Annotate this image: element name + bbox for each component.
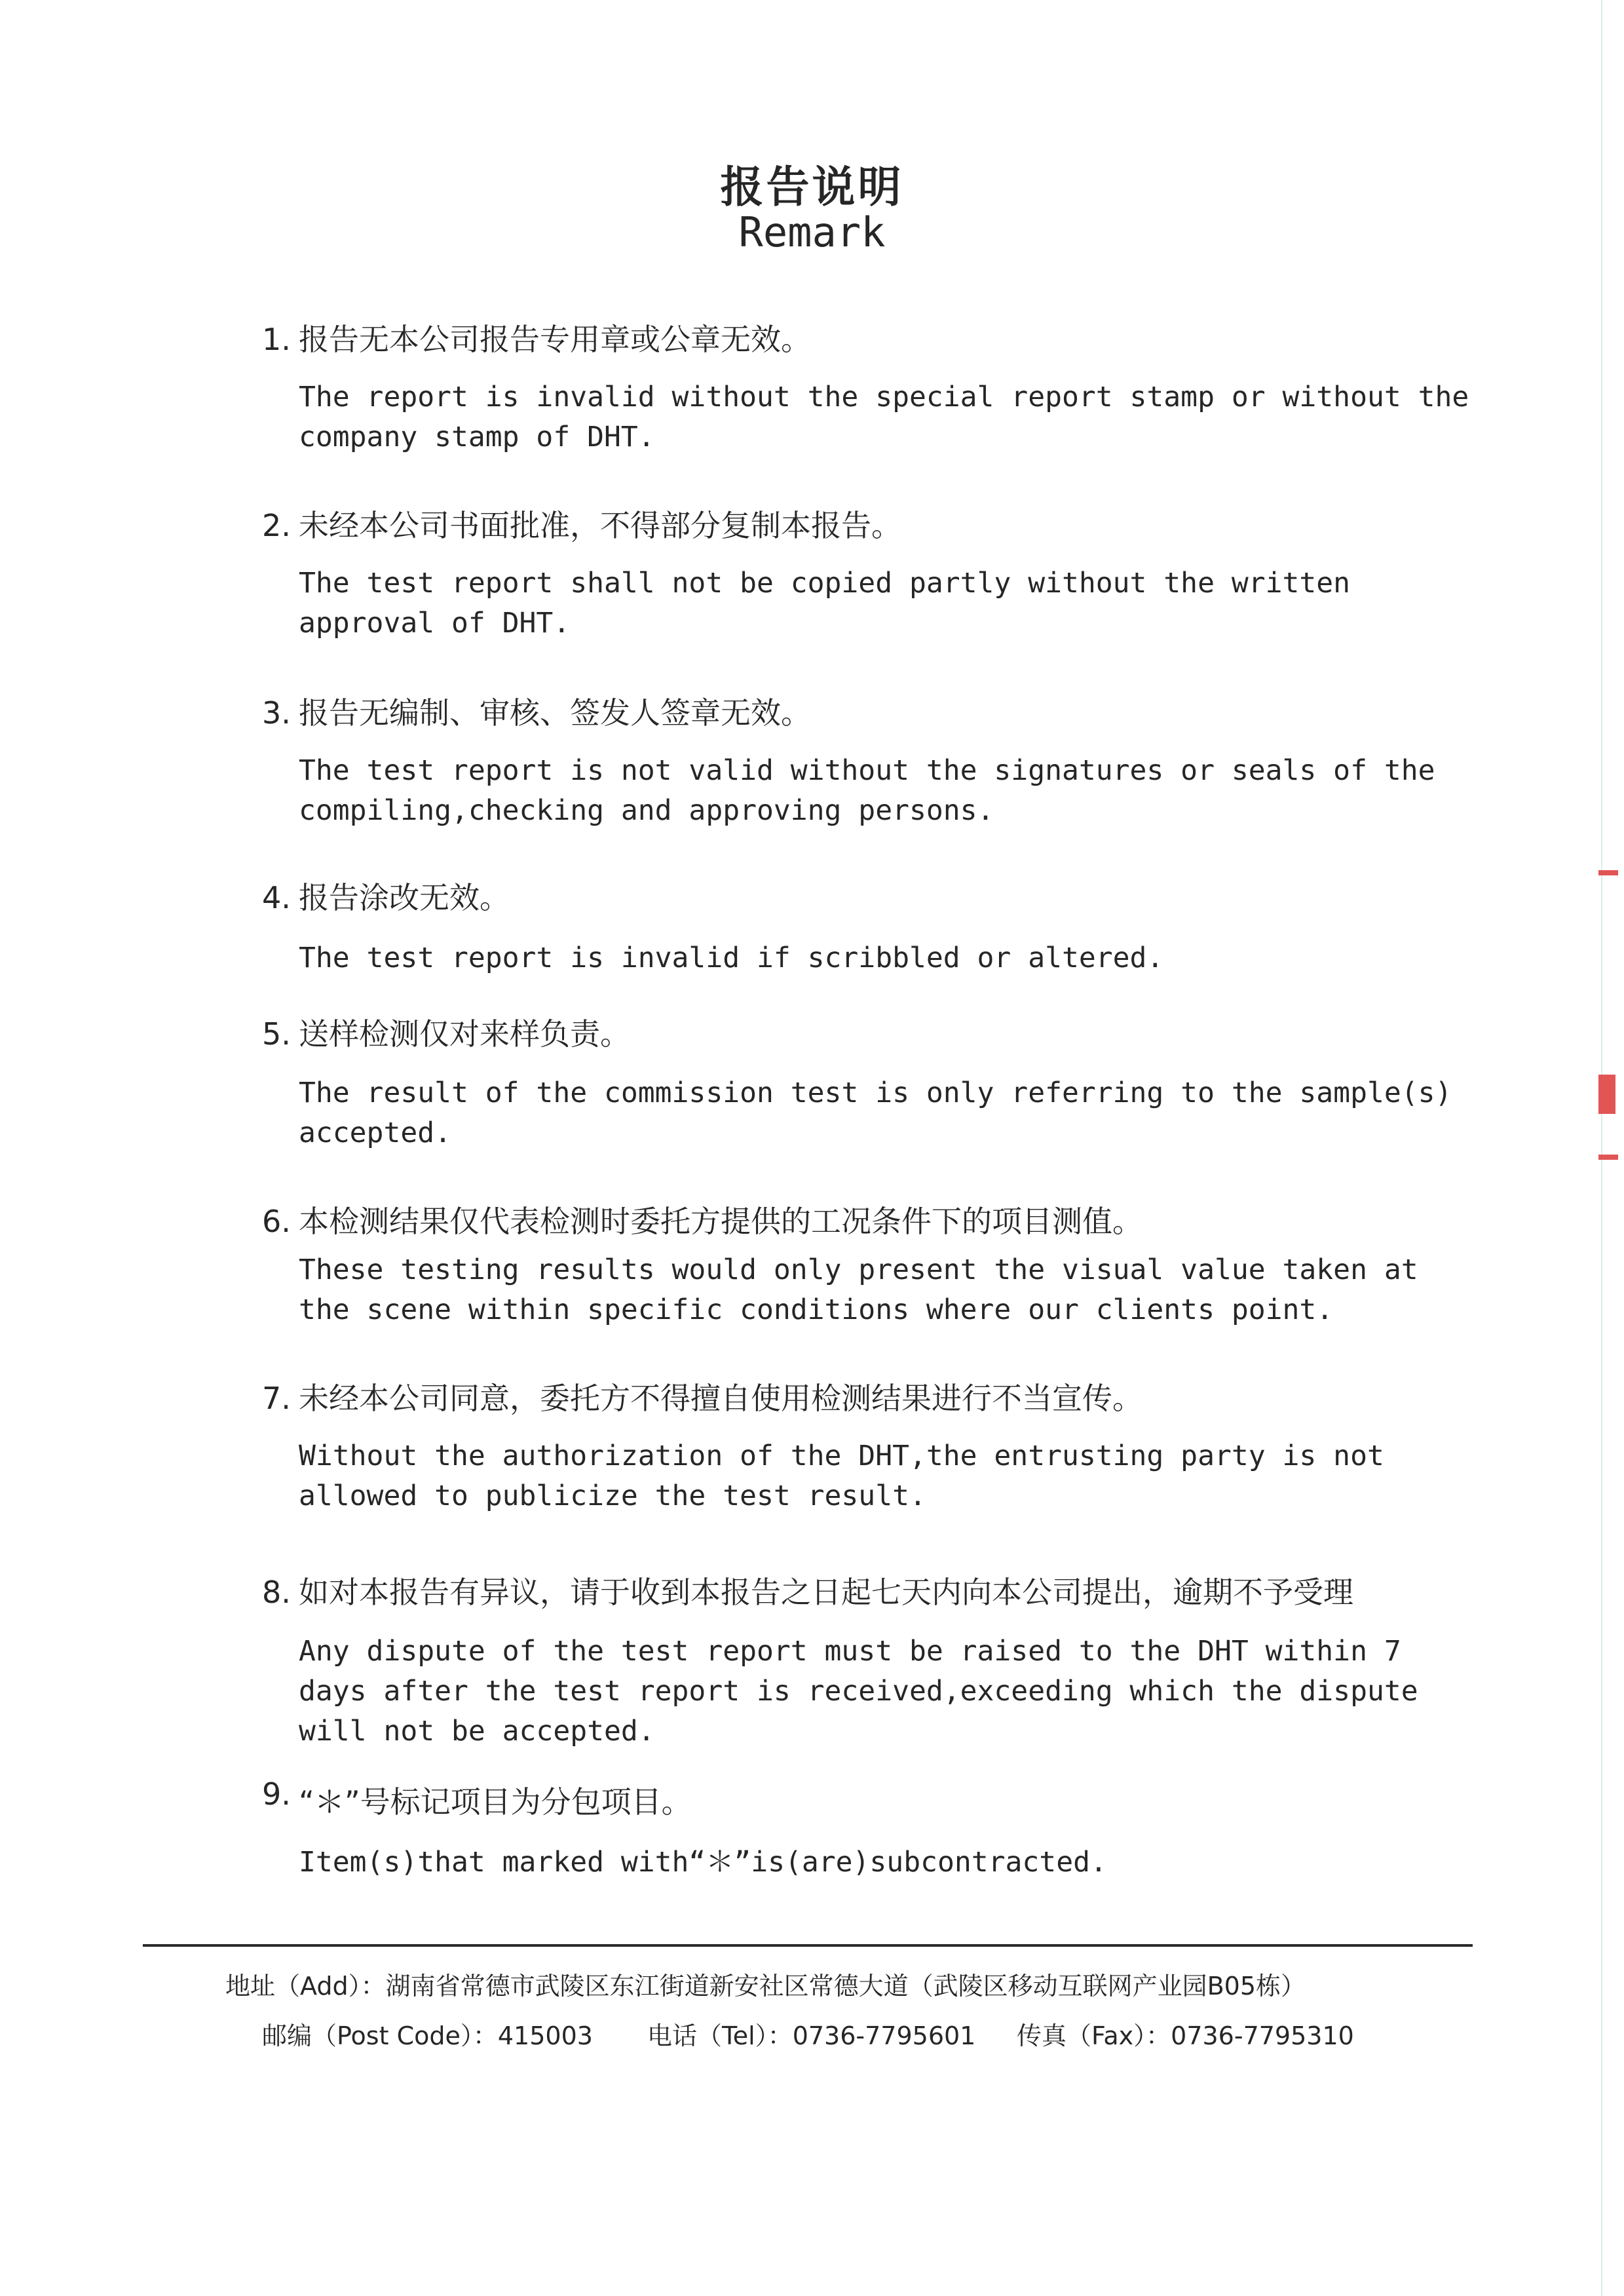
page-title-en: Remark	[738, 208, 886, 256]
item-number: 3.	[262, 695, 291, 731]
item-number: 8.	[262, 1575, 291, 1610]
item-text-cn: 未经本公司同意，委托方不得擅自使用检测结果进行不当宣传。	[299, 1381, 1142, 1416]
item-text-cn: 送样检测仅对来样负责。	[299, 1016, 630, 1052]
item-text-en: Any dispute of the test report must be raised to the DHT within 7 days after the test report is received,exceeding which the dispute will not be accepted.	[299, 1635, 1435, 1748]
stamp-fragment-1	[1598, 870, 1618, 875]
item-number: 7.	[262, 1381, 291, 1416]
item-text-cn: “＊”号标记项目为分包项目。	[299, 1784, 692, 1820]
footer-fax: 传真（Fax）：0736-7795310	[1017, 2021, 1354, 2050]
item-text-en: Item(s)that marked with“＊”is(are)subcontracted.	[299, 1846, 1107, 1879]
item-text-cn: 报告涂改无效。	[299, 880, 510, 915]
footer-divider	[143, 1944, 1473, 1947]
item-text-cn: 未经本公司书面批准，不得部分复制本报告。	[299, 508, 901, 543]
footer-address: 地址（Add）：湖南省常德市武陵区东江街道新安社区常德大道（武陵区移动互联网产业园B05栋）	[225, 1972, 1306, 2000]
item-number: 1.	[262, 322, 291, 357]
item-text-en: The report is invalid without the special report stamp or without the company stamp of DHT.	[299, 381, 1486, 453]
page-edge-line	[1601, 0, 1602, 2296]
item-text-en: These testing results would only present the visual value taken at the scene within specific conditions where our clients point.	[299, 1253, 1435, 1326]
item-number: 6.	[262, 1204, 291, 1239]
page-title-cn: 报告说明	[720, 162, 904, 212]
item-text-cn: 本检测结果仅代表检测时委托方提供的工况条件下的项目测值。	[299, 1204, 1142, 1239]
footer-tel: 电话（Tel）：0736-7795601	[647, 2021, 976, 2050]
item-text-en: The result of the commission test is only referring to the sample(s) accepted.	[299, 1077, 1469, 1149]
item-number: 2.	[262, 508, 291, 543]
stamp-fragment-2	[1598, 1075, 1615, 1114]
item-text-en: The test report is not valid without the signatures or seals of the compiling,checking and approving persons.	[299, 754, 1452, 827]
footer-postcode: 邮编（Post Code）：415003	[262, 2021, 593, 2050]
item-text-cn: 报告无编制、审核、签发人签章无效。	[299, 695, 811, 731]
item-number: 5.	[262, 1016, 291, 1052]
stamp-fragment-3	[1598, 1155, 1618, 1160]
item-text-en: Without the authorization of the DHT,the entrusting party is not allowed to publicize the test result.	[299, 1440, 1401, 1512]
item-number: 4.	[262, 880, 291, 915]
item-text-en: The test report shall not be copied partly without the written approval of DHT.	[299, 567, 1367, 640]
item-number: 9.	[262, 1776, 291, 1812]
item-text-cn: 如对本报告有异议，请于收到本报告之日起七天内向本公司提出，逾期不予受理	[299, 1575, 1353, 1610]
item-text-en: The test report is invalid if scribbled or altered.	[299, 942, 1164, 974]
item-text-cn: 报告无本公司报告专用章或公章无效。	[299, 322, 811, 357]
